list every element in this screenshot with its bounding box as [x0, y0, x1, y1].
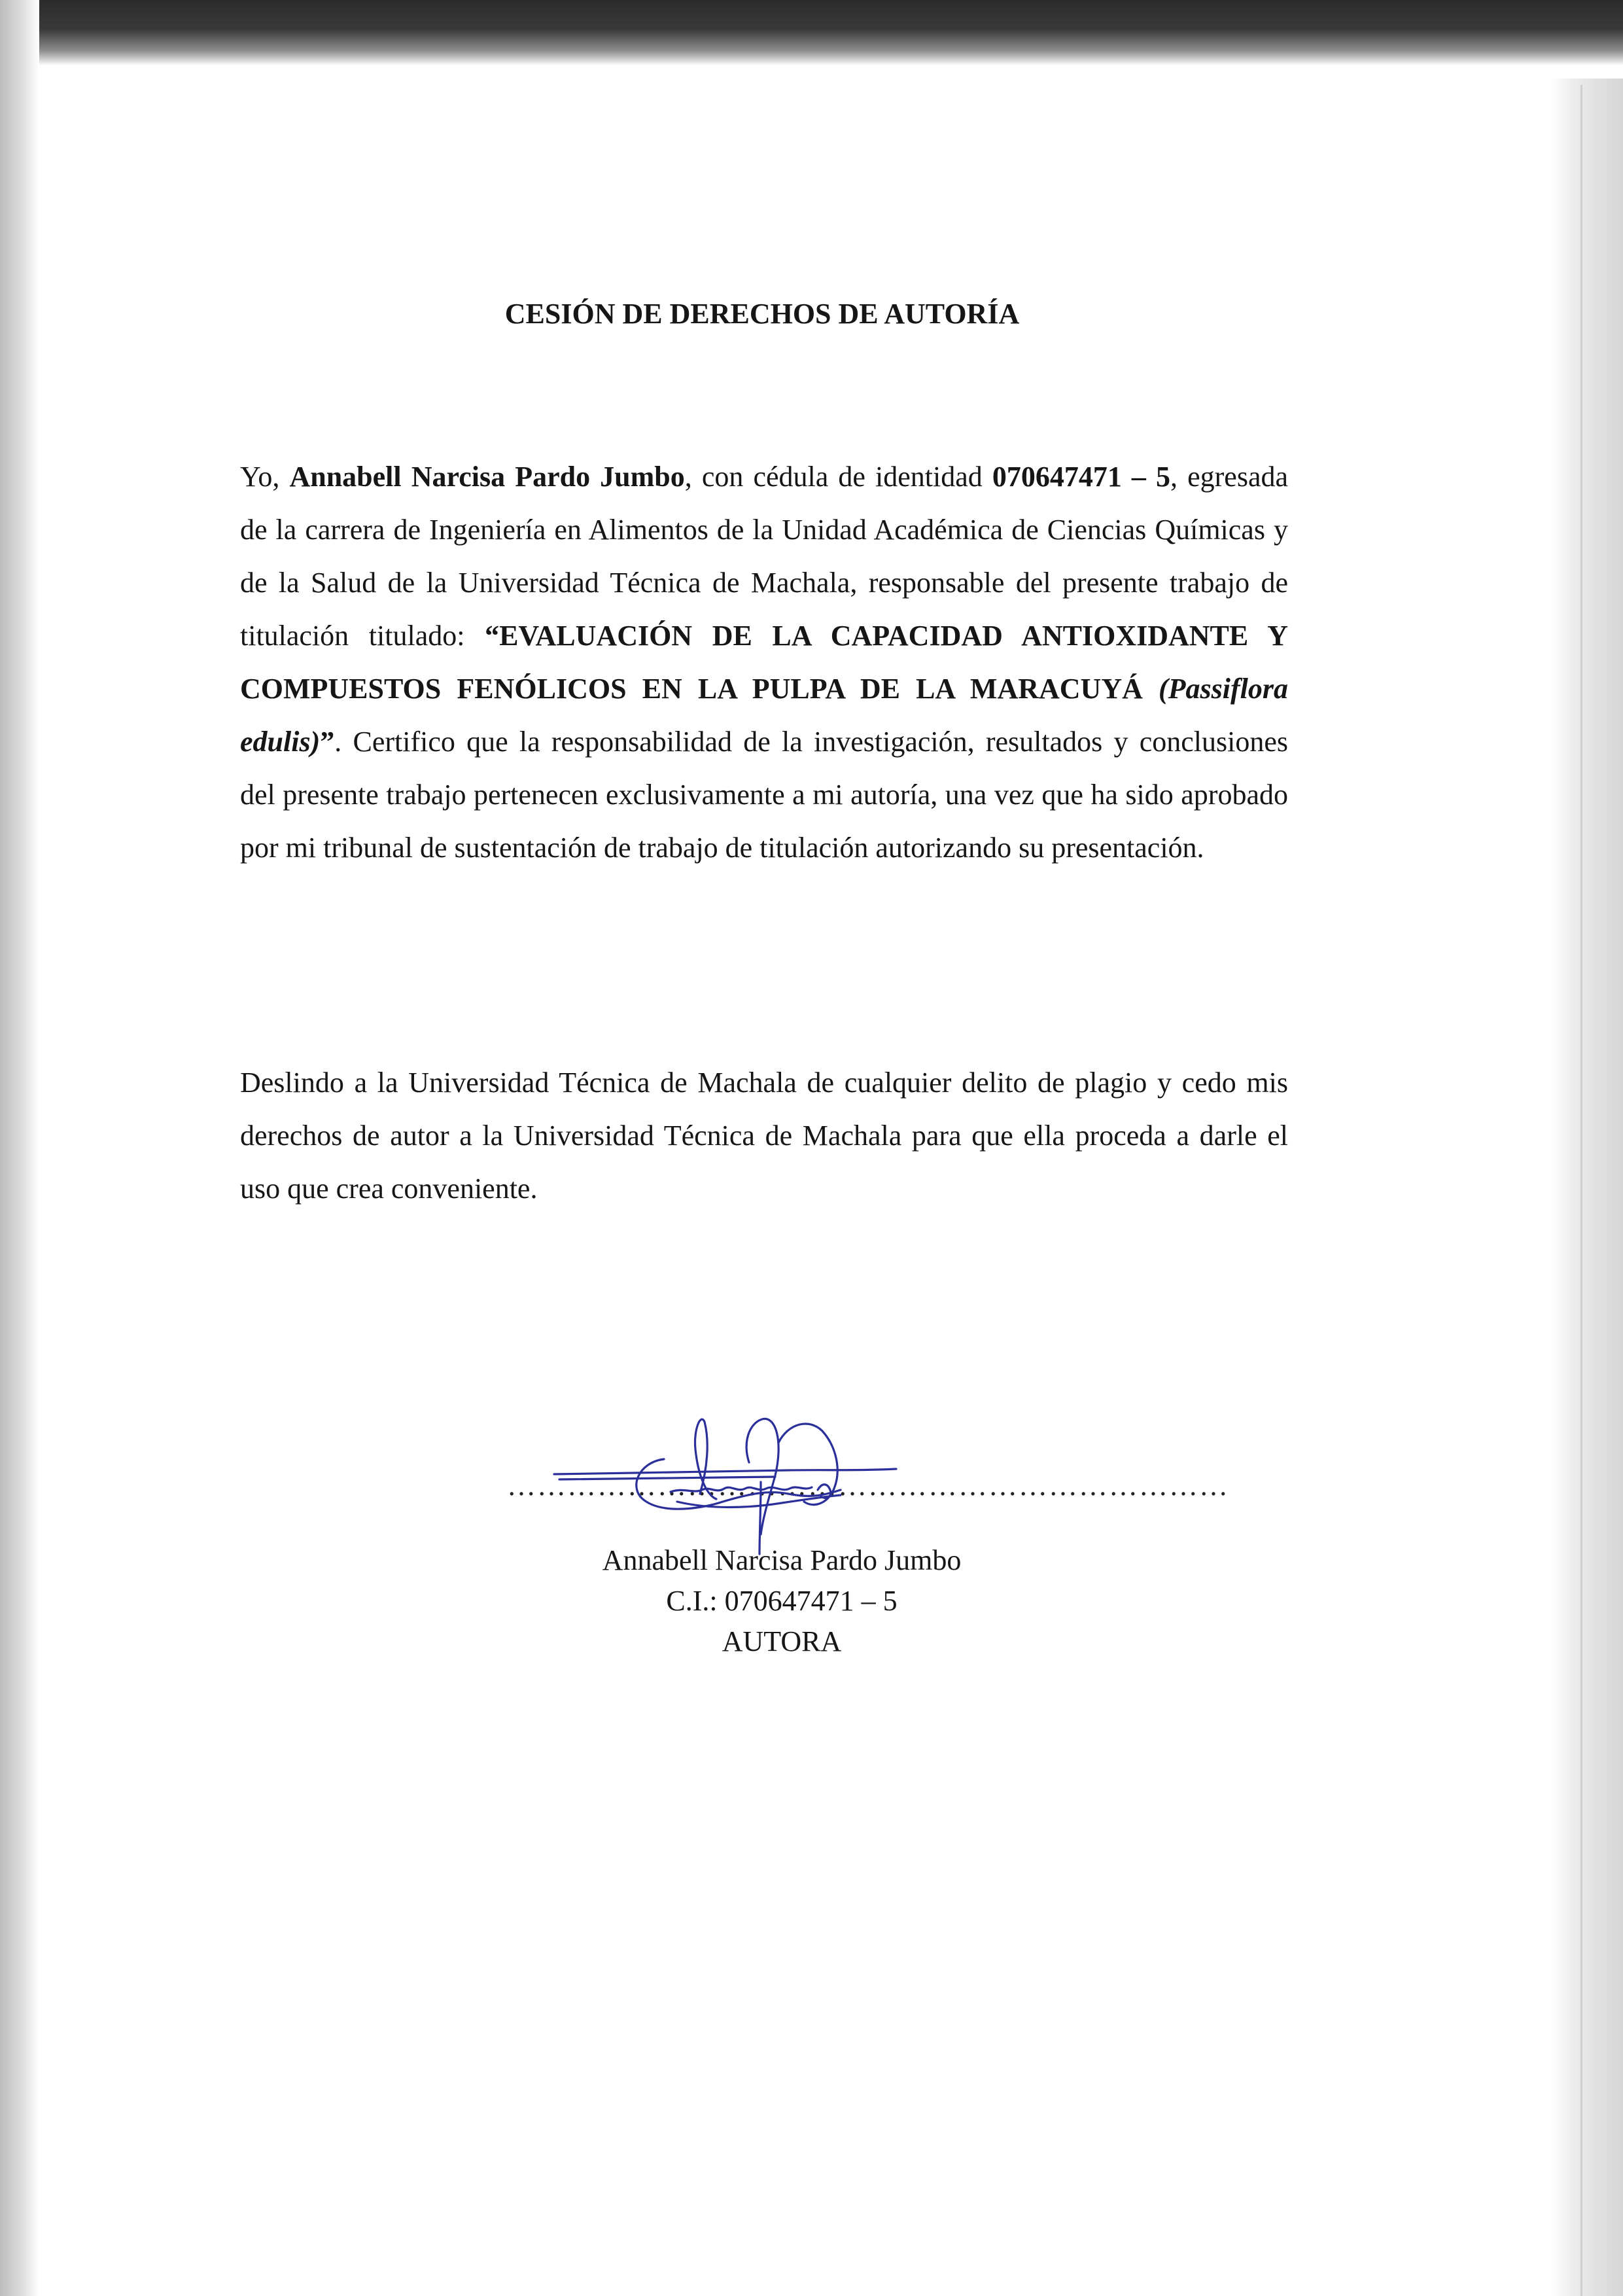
signer-role: AUTORA: [722, 1625, 842, 1657]
scanner-left-shadow: [0, 0, 39, 2296]
species-name: (Passiflora edulis): [240, 673, 1289, 758]
author-name: Annabell Narcisa Pardo Jumbo: [289, 461, 685, 493]
document-body: [232, 0, 1292, 2296]
signature-dotted-line: ………………………………………………………………: [507, 1470, 1229, 1502]
p1-text-certification: . Certifico que la responsabilidad de la investigación, resultados y conclusiones del presente trabajo pertenecen exclusivamente a mi autoría, una vez que ha sido aprobado por mi tribunal de sustentación de trabajo de titulación autorizando su presentación.: [240, 726, 1288, 864]
p1-text-space: [1143, 673, 1159, 705]
signer-id: C.I.: 070647471 – 5: [666, 1585, 898, 1617]
signer-name: Annabell Narcisa Pardo Jumbo: [602, 1544, 962, 1576]
p1-text-intro: Yo,: [240, 461, 290, 493]
thesis-title: “EVALUACIÓN DE LA CAPACIDAD ANTIOXIDANTE Y COMPUESTOS FENÓLICOS EN LA PULPA DE LA MARACUYÁ: [240, 620, 1288, 705]
p1-text-body: , egresada de la carrera de Ingeniería en Alimentos de la Unidad Académica de Ciencias Químicas y de la Salud de la Universidad Técnica de Machala, responsable del presente trabajo de titulación titulado:: [240, 461, 1288, 652]
declaration-paragraph: [240, 450, 1288, 874]
document-title: CESIÓN DE DERECHOS DE AUTORÍA: [504, 298, 1020, 330]
disclaimer-paragraph: Deslindo a la Universidad Técnica de Machala de cualquier delito de plagio y cedo mis derechos de autor a la Universidad Técnica de Machala para que ella proceda a darle el uso que crea conveniente.: [240, 1067, 1288, 1205]
p1-text-id-intro: , con cédula de identidad: [684, 461, 992, 493]
thesis-title-closing-quote: ”: [320, 726, 335, 758]
signature-block: [232, 1407, 1292, 1682]
book-right-edge-line: [1580, 85, 1582, 2296]
id-number: 070647471 – 5: [992, 461, 1171, 493]
book-right-edge: [1551, 79, 1623, 2296]
